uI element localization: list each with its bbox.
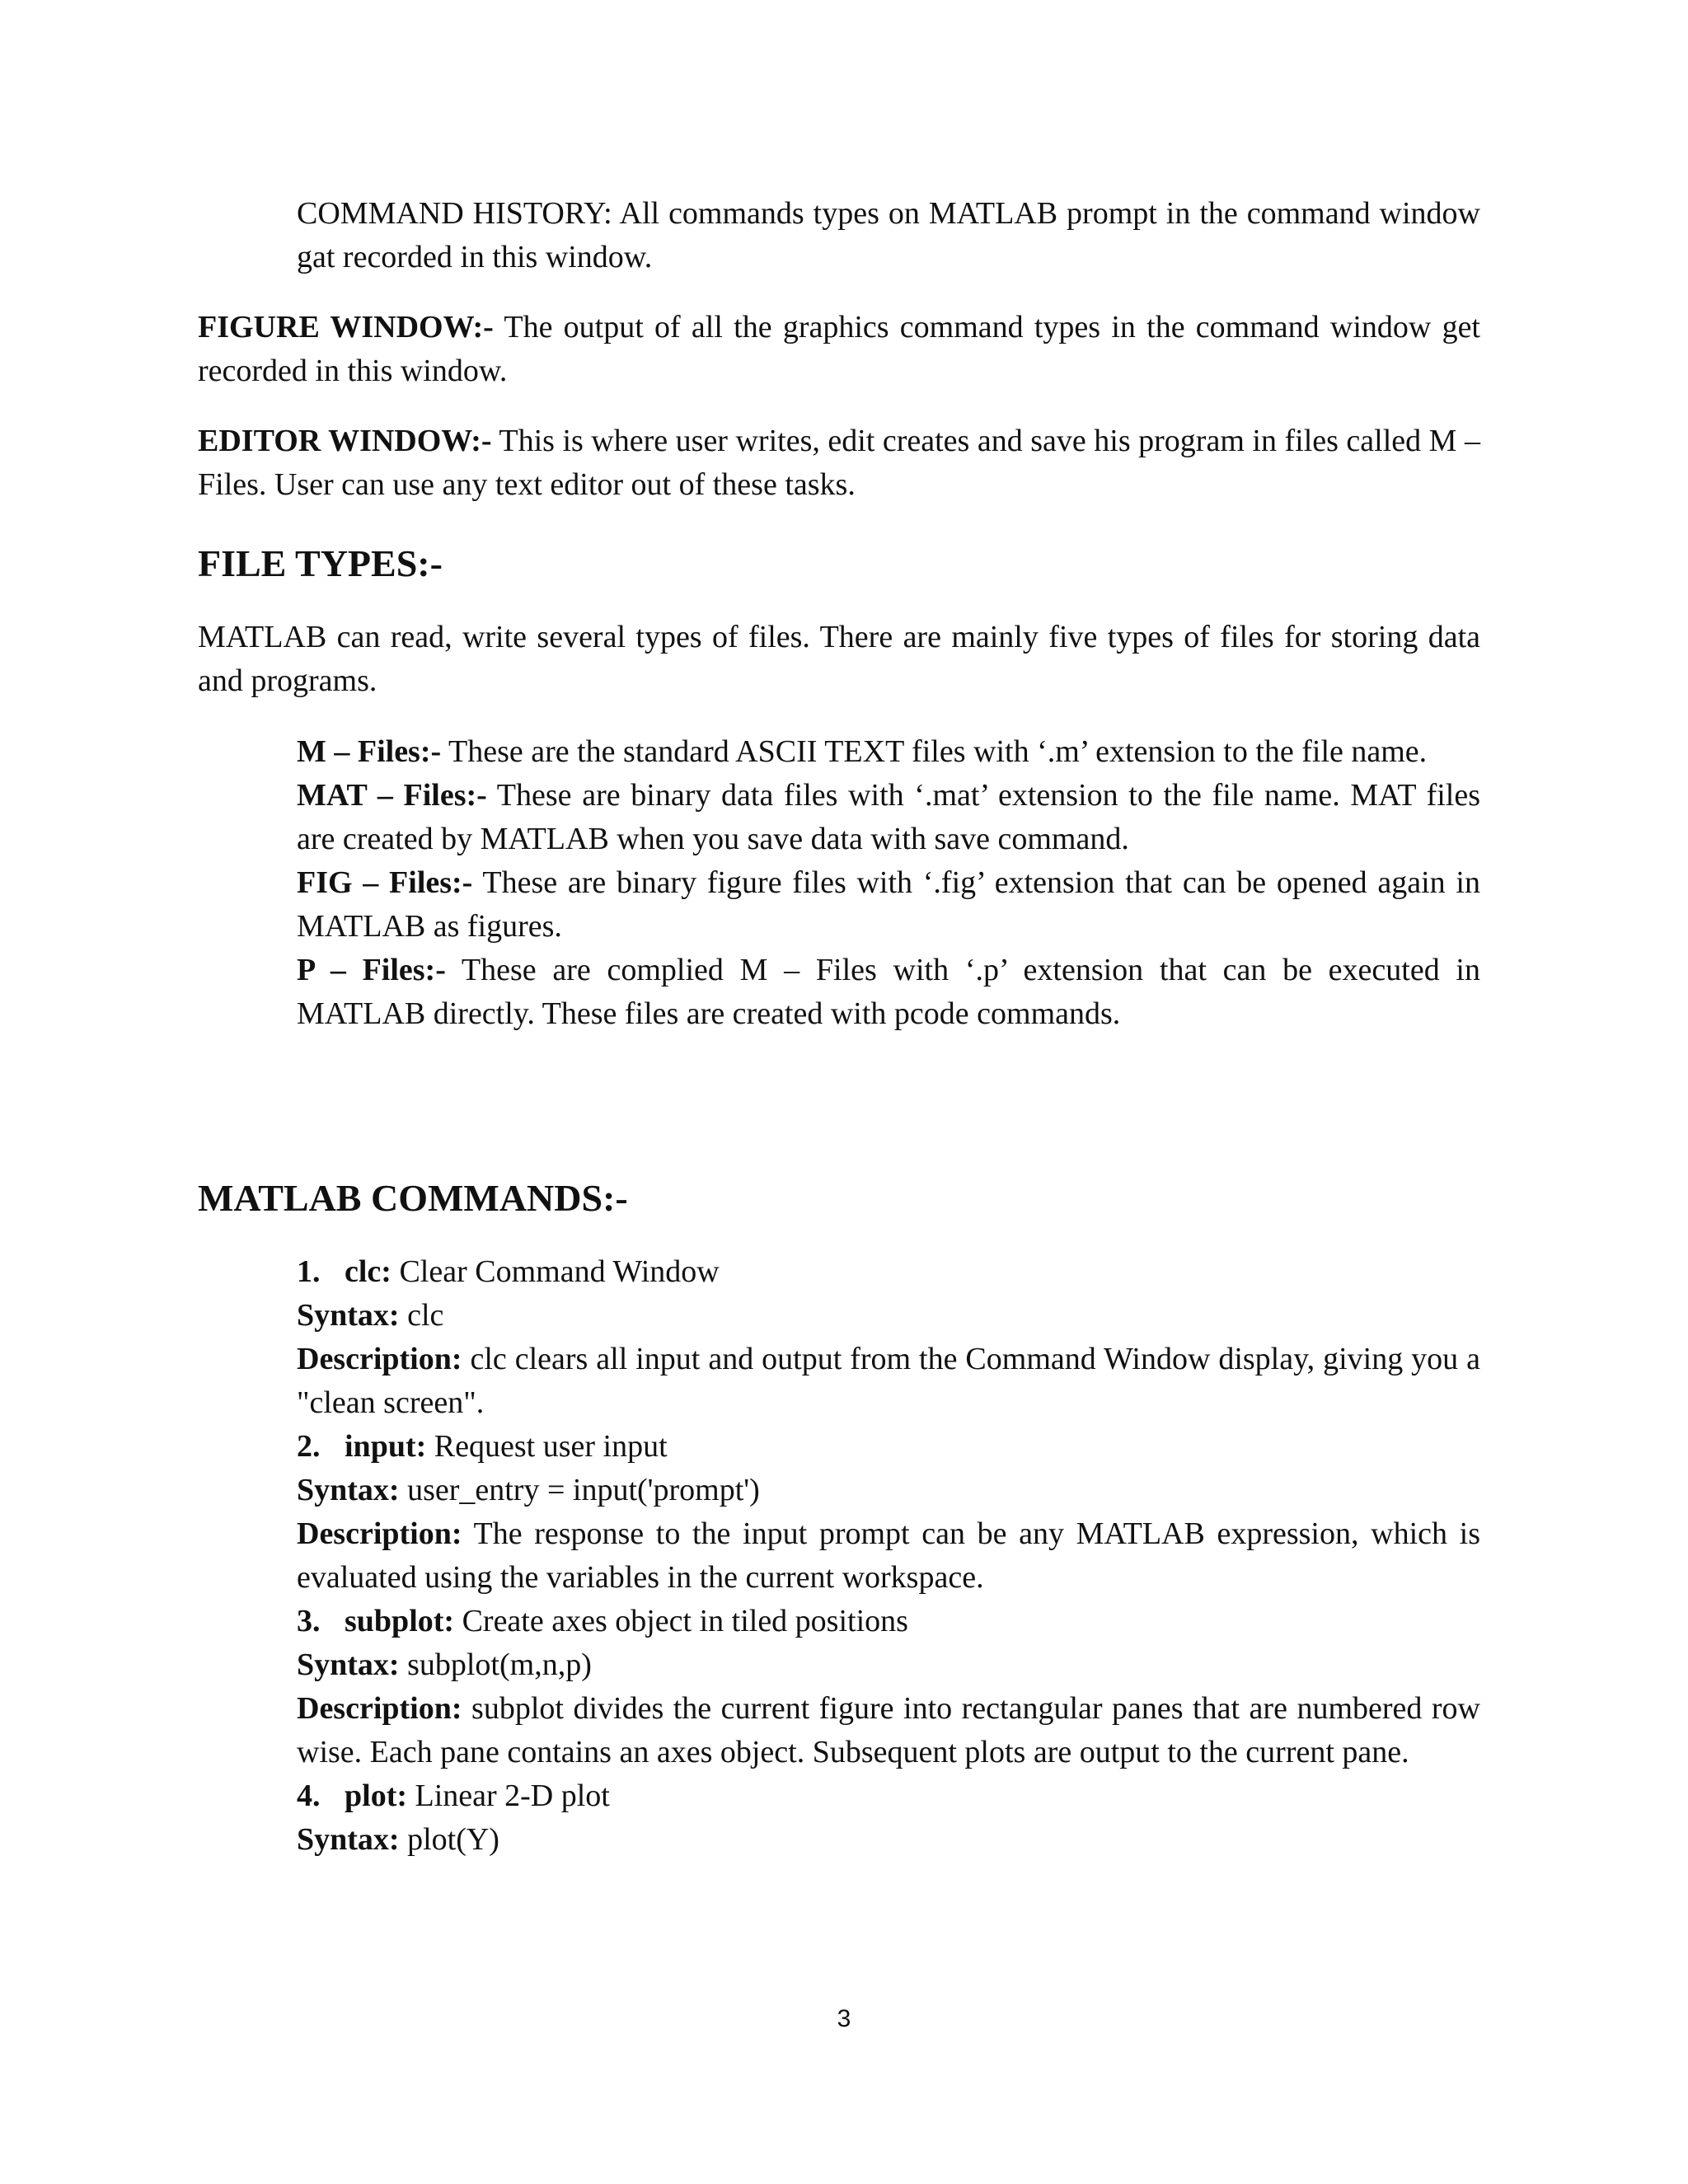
command-title: Linear 2-D plot (415, 1779, 610, 1813)
file-type-label: P – Files:- (297, 953, 446, 987)
file-type-text: These are binary data files with ‘.mat’ extension to the file name. MAT files are created by MATLAB when you save data with save command. (297, 778, 1481, 856)
figure-window-label: FIGURE WINDOW:- (198, 310, 494, 344)
command-title: Request user input (434, 1429, 668, 1464)
command-name: clc: (345, 1254, 392, 1289)
command-syntax-line (297, 1643, 1480, 1687)
file-type-label: FIG – Files:- (297, 865, 473, 900)
file-type-item (297, 949, 1480, 1036)
command-syntax-line (297, 1294, 1480, 1338)
command-description-line (297, 1687, 1480, 1774)
command-description: clc clears all input and output from the Command Window display, giving you a "clean screen". (297, 1342, 1481, 1420)
command-title-line (297, 1774, 1480, 1818)
command-syntax: plot(Y) (407, 1822, 499, 1857)
file-type-item (297, 730, 1480, 774)
page-number: 3 (837, 2005, 851, 2032)
command-syntax-line (297, 1818, 1480, 1862)
matlab-commands-heading: MATLAB COMMANDS:- (198, 1177, 628, 1219)
command-number: 2. (297, 1429, 321, 1464)
file-type-text: These are the standard ASCII TEXT files with ‘.m’ extension to the file name. (448, 734, 1428, 769)
command-title-line (297, 1600, 1480, 1643)
editor-window-text: This is where user writes, edit creates and save his program in files called M – Files. User can use any text editor out of these tasks. (198, 424, 1480, 502)
command-history-label: COMMAND HISTORY: (297, 196, 612, 231)
command-description: subplot divides the current figure into rectangular panes that are numbered row wise. Each pane contains an axes object. Subsequent plots are output to the current pane. (297, 1691, 1480, 1769)
syntax-label: Syntax: (297, 1822, 400, 1857)
command-number: 3. (297, 1604, 321, 1638)
command-syntax: clc (407, 1298, 444, 1333)
editor-window-label: EDITOR WINDOW:- (198, 424, 492, 458)
command-title: Clear Command Window (399, 1254, 720, 1289)
command-description: The response to the input prompt can be any MATLAB expression, which is evaluated using the variables in the current workspace. (297, 1516, 1480, 1595)
matlab-commands-list (297, 1250, 1480, 1862)
editor-window-paragraph (198, 419, 1480, 507)
command-description-line (297, 1512, 1480, 1600)
file-type-item (297, 861, 1480, 949)
description-label: Description: (297, 1516, 462, 1551)
command-history-text: All commands types on MATLAB prompt in the command window gat recorded in this window. (297, 196, 1481, 274)
file-type-label: M – Files:- (297, 734, 442, 769)
command-description-line (297, 1338, 1480, 1425)
command-syntax: subplot(m,n,p) (407, 1647, 592, 1682)
file-type-text: These are complied M – Files with ‘.p’ extension that can be executed in MATLAB directly. These files are created with pcode commands. (297, 953, 1480, 1031)
command-title: Create axes object in tiled positions (462, 1604, 908, 1638)
command-number: 4. (297, 1779, 321, 1813)
file-type-label: MAT – Files:- (297, 778, 487, 813)
command-title-line (297, 1425, 1480, 1469)
command-syntax: user_entry = input('prompt') (407, 1473, 760, 1507)
file-types-intro: MATLAB can read, write several types of files. There are mainly five types of files for storing data and programs. (198, 620, 1480, 698)
figure-window-text: The output of all the graphics command types in the command window get recorded in this window. (198, 310, 1480, 388)
syntax-label: Syntax: (297, 1473, 400, 1507)
command-name: plot: (345, 1779, 407, 1813)
syntax-label: Syntax: (297, 1298, 400, 1333)
file-type-item (297, 774, 1480, 861)
syntax-label: Syntax: (297, 1647, 400, 1682)
command-name: input: (345, 1429, 427, 1464)
file-type-text: These are binary figure files with ‘.fig’ extension that can be opened again in MATLAB as figures. (297, 865, 1480, 944)
description-label: Description: (297, 1342, 462, 1376)
file-types-heading: FILE TYPES:- (198, 542, 443, 584)
figure-window-paragraph (198, 306, 1480, 393)
command-syntax-line (297, 1469, 1480, 1512)
command-history-paragraph (297, 192, 1480, 279)
command-title-line (297, 1250, 1480, 1294)
command-name: subplot: (345, 1604, 455, 1638)
file-types-list (297, 730, 1480, 1036)
description-label: Description: (297, 1691, 462, 1726)
command-number: 1. (297, 1254, 321, 1289)
